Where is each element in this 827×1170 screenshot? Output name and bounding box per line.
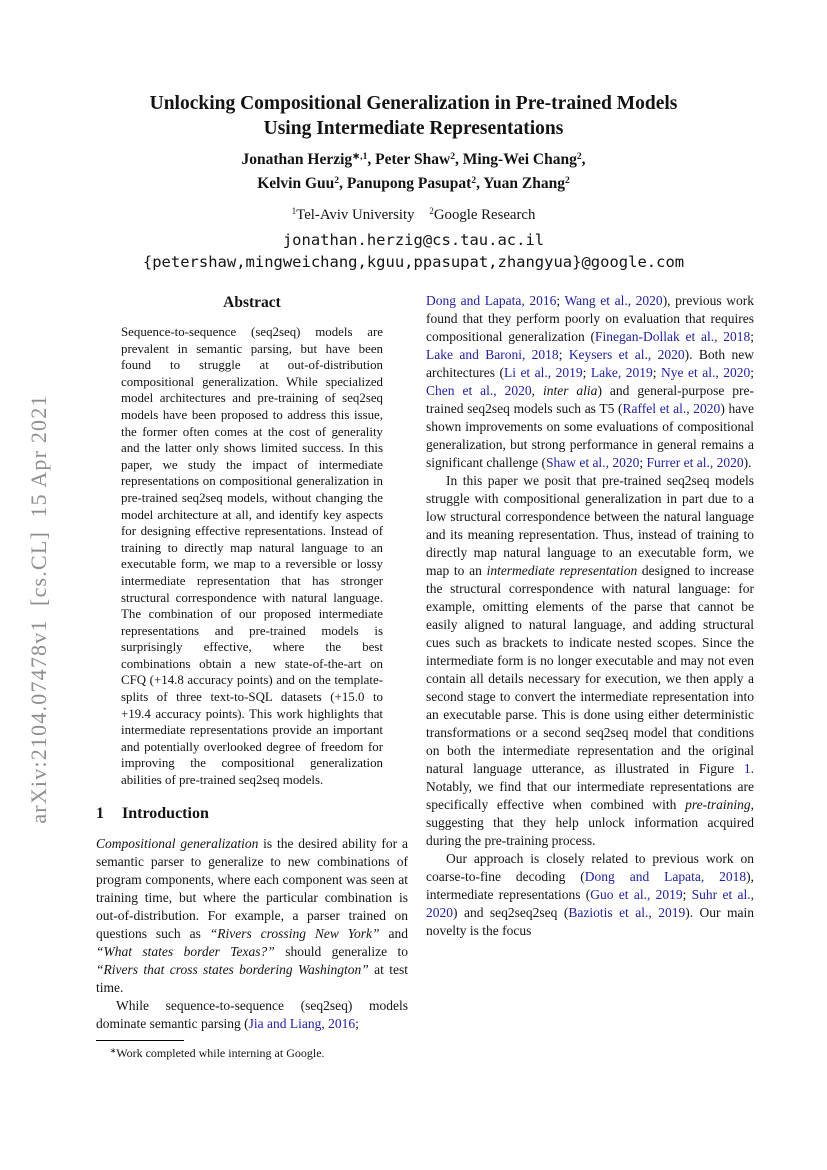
arxiv-stamp: arXiv:2104.07478v1 [cs.CL] 15 Apr 2021 [26,394,51,824]
text-segment: ; [355,1015,359,1031]
text-segment: Jonathan Herzig [241,151,353,168]
citation-link[interactable]: Lake, 2019 [590,365,653,380]
citation-link[interactable]: Furrer et al., 2020 [646,455,744,470]
text-segment: 2 [471,174,477,186]
text-segment: pre-training [685,797,751,812]
text-segment: 2 [450,150,455,162]
footnote-marker: ∗ [110,1045,117,1055]
text-segment: inter alia [542,383,598,398]
abstract-block [121,294,383,789]
text-segment: In this paper we posit that pre-trained seq2seq models struggle with compositional generalization in part due to a low structural correspondence between the natural language and its meaning representation. Thus, instead of training to directly map natural language to an executable form, we map to an [426,473,754,578]
title-line-1: Unlocking Compositional Generalization in Pre-trained Models [149,93,678,114]
text-segment: ). Both new architectures ( [426,347,754,380]
section-number: 1 [96,804,104,822]
text-segment: ∗,1 [352,150,368,162]
section-heading-introduction [96,804,408,824]
page-title [60,91,767,141]
footnote-label: Work completed while interning at Google. [116,1046,325,1060]
text-segment: ). Our main novelty is the focus [426,905,754,938]
text-segment: 2 [565,174,570,186]
text-segment: , Peter Shaw [367,151,451,168]
text-segment: , [581,151,586,168]
right-paragraph-1 [426,292,754,472]
text-segment: and [379,925,408,941]
intro-paragraph-1 [96,835,408,997]
text-segment: Our approach is closely related to previous work on coarse-to-fine decoding ( [426,851,754,884]
citation-link[interactable]: Shaw et al., 2020 [545,455,640,470]
text-segment: , Panupong Pasupat [339,175,472,192]
right-paragraph-3 [426,850,754,940]
text-segment: . Notably, we find that our intermediate representations are specifically effective when combined with [426,761,754,812]
text-segment: ) and seq2seq2seq ( [453,905,569,920]
citation-link[interactable]: Dong and Lapata, 2016 [426,293,557,308]
text-segment: ), intermediate representations ( [426,869,754,902]
section-label: Introduction [122,804,209,822]
text-segment: “Rivers that cross states bordering Washington” [96,961,369,977]
citation-link[interactable]: Dong and Lapata, 2018 [584,869,747,884]
text-segment: ; [556,293,565,308]
text-segment: While sequence-to-sequence (seq2seq) models dominate semantic parsing ( [96,997,408,1031]
text-segment: , [531,383,543,398]
text-segment: “What states border Texas?” [96,943,275,959]
footnote-text [96,1046,408,1062]
citation-link[interactable]: Li et al., 2019 [503,365,583,380]
text-segment: ) have shown improvements on some evaluations of compositional generalization, but strong performance in general remains a significant challenge ( [426,401,754,470]
abstract-heading: Abstract [223,294,281,311]
footnote-rule [96,1040,184,1041]
right-paragraph-2 [426,472,754,850]
citation-link[interactable]: 1 [743,761,751,776]
text-segment: , suggesting that they help unlock information acquired during the pre-training process. [426,797,754,848]
text-segment: 2 [334,174,340,186]
email-line-1: jonathan.herzig@cs.tau.ac.il [282,231,545,249]
text-segment: ; [682,887,692,902]
citation-link[interactable]: Chen et al., 2020 [426,383,532,398]
text-segment: Kelvin Guu [257,175,335,192]
text-segment: ). [743,455,752,470]
email-block [60,229,767,273]
text-segment: ), previous work found that they perform poorly on evaluation that requires compositional generalization ( [426,293,754,344]
text-segment: ; [750,365,754,380]
text-segment: 1 [291,205,297,216]
citation-link[interactable]: Guo et al., 2019 [590,887,683,902]
text-segment: 2 [576,150,582,162]
text-segment: at test time. [96,961,408,995]
text-segment: Google Research [433,207,536,223]
citation-link[interactable]: Lake and Baroni, 2018 [426,347,559,362]
text-segment: intermediate representation [486,563,638,578]
text-segment: “Rivers crossing New York” [209,925,380,941]
text-segment: , Yuan Zhang [476,175,565,192]
email-line-2: {petershaw,mingweichang,kguu,ppasupat,zhangyua}@google.com [142,253,685,271]
abstract-text: Sequence-to-sequence (seq2seq) models are prevalent in semantic parsing, but have been found to struggle at out-of-distribution compositional generalization. While specialized model architectures and pre-training of seq2seq models have been proposed to address this issue, the former often comes at the cost of generality and the latter only shows limited success. In this paper, we study the impact of intermediate representations on compositional generalization in pre-trained seq2seq models, without changing the model architecture at all, and identify key aspects for designing effective representations. Instead of training to directly map natural language to an executable form, we map to a reversible or lossy intermediate representation that has stronger structural correspondence with natural language. The combination of our proposed intermediate representations and pre-trained models is surprisingly effective, where the best combinations obtain a new state-of-the-art on CFQ (+14.8 accuracy points) and on the template-splits of three text-to-SQL datasets (+15.0 to +19.4 accuracy points). This work highlights that intermediate representations provide an important and potentially overlooked degree of freedom for improving the compositional generalization abilities of pre-trained seq2seq models. [121,325,383,788]
citation-link[interactable]: Finegan-Dollak et al., 2018 [594,329,751,344]
text-segment: , Ming-Wei Chang [454,151,577,168]
text-segment: ; [639,455,647,470]
text-segment: Tel-Aviv University [296,207,415,223]
text-segment: 2 [429,205,434,216]
text-segment [415,207,430,223]
citation-link[interactable]: Keysers et al., 2020 [568,347,685,362]
intro-paragraph-2 [96,997,408,1033]
title-line-2: Using Intermediate Representations [263,118,564,139]
footnote [96,1040,408,1062]
left-column [96,292,408,1040]
citation-link[interactable]: Baziotis et al., 2019 [568,905,686,920]
citation-link[interactable]: Suhr et al., 2020 [426,887,754,920]
citation-link[interactable]: Nye et al., 2020 [661,365,751,380]
text-segment: ; [582,365,591,380]
citation-link[interactable]: Wang et al., 2020 [564,293,663,308]
citation-link[interactable]: Jia and Liang, 2016 [248,1015,356,1031]
right-column [426,292,754,1086]
text-segment: ) and general-purpose pre-trained seq2seq models such as T5 ( [426,383,754,416]
text-segment: ; [558,347,569,362]
affiliation-line [60,207,767,224]
citation-link[interactable]: Raffel et al., 2020 [622,401,721,416]
text-segment: ; [750,329,754,344]
text-segment: should generalize to [274,943,408,959]
author-list [60,149,767,197]
text-segment: ; [652,365,662,380]
text-segment: Compositional generalization [96,835,259,851]
text-segment: is the desired ability for a semantic parser to generalize to new combinations of program components, where each component was seen at training time, but where the particular combination is out-of-distribution. For example, a parser trained on questions such as [96,835,408,941]
text-segment: designed to increase the structural correspondence with natural language: for example, omitting elements of the parse that cannot be easily aligned to natural language, and adding structural cues such as brackets to indicate nested scopes. Since the intermediate form is no longer executable and may not even contain all details necessary for execution, we then apply a second stage to convert the intermediate representation into an executable parse. This is done using either deterministic transformations or a second seq2seq model that conditions on both the intermediate representation and the original natural language utterance, as illustrated in Figure [426,563,754,776]
author-line-1 [60,149,767,173]
author-line-2 [60,173,767,197]
